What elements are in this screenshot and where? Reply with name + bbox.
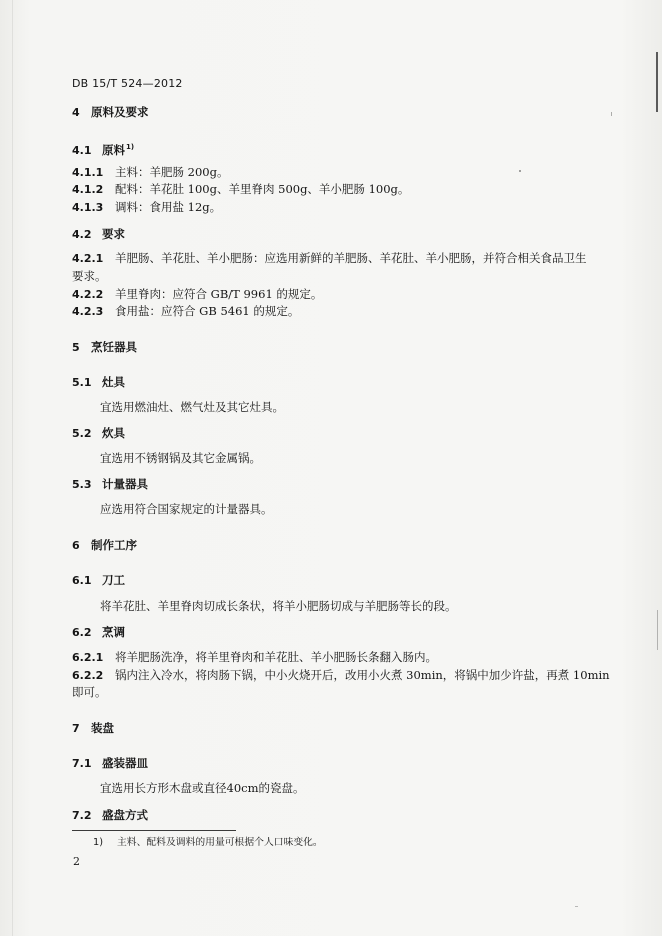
footnote-mark: 1) (93, 837, 104, 848)
clause-6-2-2-continuation: 即可。 (72, 685, 107, 699)
clause-5-2-heading (72, 426, 125, 441)
clause-number: 4 (72, 106, 80, 119)
scan-right-edge-mark (656, 52, 658, 112)
clause-5-3-heading (72, 477, 148, 492)
clause-title: 装盘 (91, 721, 114, 735)
clause-number: 4.2.3 (72, 305, 104, 318)
clause-number: 7.1 (72, 757, 92, 770)
clause-number: 4.2 (72, 228, 92, 241)
clause-number: 5.3 (72, 478, 92, 491)
clause-number: 5 (72, 341, 80, 354)
footnote-separator (72, 830, 236, 831)
clause-number: 6 (72, 539, 80, 552)
clause-4-2-2 (72, 287, 322, 302)
clause-6-2-1 (72, 650, 437, 665)
scan-right-edge-mark-lower (657, 610, 658, 650)
clause-number: 7.2 (72, 809, 92, 822)
clause-6-1-heading (72, 573, 125, 588)
clause-title: 灶具 (102, 375, 125, 389)
clause-text-line: 羊肥肠、羊花肚、羊小肥肠：应选用新鲜的羊肥肠、羊花肚、羊小肥肠，并符合相关食品卫生 (115, 251, 587, 265)
clause-number: 6.2.1 (72, 651, 104, 664)
clause-title: 原料 (102, 143, 125, 157)
clause-title: 刀工 (102, 573, 125, 587)
clause-number: 6.1 (72, 574, 92, 587)
clause-number: 7 (72, 722, 80, 735)
clause-number: 4.2.2 (72, 288, 104, 301)
footnote-text: 主料、配料及调料的用量可根据个人口味变化。 (117, 837, 323, 848)
clause-4-2-1-continuation: 要求。 (72, 269, 107, 283)
clause-text: 将羊肥肠洗净，将羊里脊肉和羊花肚、羊小肥肠长条翻入肠内。 (115, 650, 437, 664)
clause-title: 盛盘方式 (102, 808, 148, 822)
standard-number: DB 15/T 524—2012 (72, 77, 183, 90)
clause-title: 计量器具 (102, 477, 148, 491)
clause-7-heading (72, 721, 114, 736)
clause-text: 调料：食用盐 12g。 (115, 200, 222, 214)
clause-4-1-1 (72, 165, 228, 180)
clause-text: 主料：羊肥肠 200g。 (115, 165, 229, 179)
clause-5-2-text: 宜选用不锈钢锅及其它金属锅。 (100, 451, 261, 465)
clause-title: 原料及要求 (91, 105, 149, 119)
page-number: 2 (73, 855, 80, 868)
clause-title: 制作工序 (91, 538, 137, 552)
clause-4-2-3 (72, 304, 299, 319)
scan-left-edge-line (12, 0, 13, 936)
clause-title: 烹调 (102, 625, 125, 639)
clause-4-1-2 (72, 182, 409, 197)
clause-number: 5.2 (72, 427, 92, 440)
footnote-reference: 1) (126, 143, 135, 151)
clause-number: 4.1.2 (72, 183, 104, 196)
clause-6-1-text: 将羊花肚、羊里脊肉切成长条状，将羊小肥肠切成与羊肥肠等长的段。 (100, 599, 457, 613)
clause-title: 盛装器皿 (102, 756, 148, 770)
clause-5-1-heading (72, 375, 125, 390)
clause-number: 4.1.3 (72, 201, 104, 214)
scan-speck (575, 906, 578, 907)
clause-text: 配料：羊花肚 100g、羊里脊肉 500g、羊小肥肠 100g。 (115, 182, 410, 196)
clause-5-heading (72, 340, 137, 355)
clause-6-heading (72, 538, 137, 553)
footnote (93, 836, 323, 850)
clause-number: 6.2 (72, 626, 92, 639)
clause-6-2-2 (72, 668, 610, 683)
clause-number: 4.2.1 (72, 252, 104, 265)
clause-title: 要求 (102, 227, 125, 241)
clause-6-2-heading (72, 625, 125, 640)
clause-number: 4.1 (72, 144, 92, 157)
clause-4-heading (72, 105, 149, 120)
clause-4-2-1 (72, 251, 587, 266)
clause-4-1-3 (72, 200, 221, 215)
clause-4-1-heading (72, 140, 134, 158)
clause-number: 4.1.1 (72, 166, 104, 179)
clause-text-line: 锅内注入冷水，将肉肠下锅，中小火烧开后，改用小火煮 30min，将锅中加少许盐，再煮 10min (115, 668, 610, 682)
scan-speck (611, 112, 612, 116)
clause-text: 食用盐：应符合 GB 5461 的规定。 (115, 304, 300, 318)
scan-speck (519, 170, 521, 172)
clause-4-2-heading (72, 227, 125, 242)
clause-7-2-heading (72, 808, 148, 823)
clause-text: 羊里脊肉：应符合 GB/T 9961 的规定。 (115, 287, 323, 301)
clause-number: 5.1 (72, 376, 92, 389)
clause-7-1-heading (72, 756, 148, 771)
clause-title: 炊具 (102, 426, 125, 440)
clause-7-1-text: 宜选用长方形木盘或直径40cm的瓷盘。 (100, 781, 305, 795)
clause-5-1-text: 宜选用燃油灶、燃气灶及其它灶具。 (100, 400, 284, 414)
clause-number: 6.2.2 (72, 669, 104, 682)
clause-title: 烹饪器具 (91, 340, 137, 354)
clause-5-3-text: 应选用符合国家规定的计量器具。 (100, 502, 273, 516)
